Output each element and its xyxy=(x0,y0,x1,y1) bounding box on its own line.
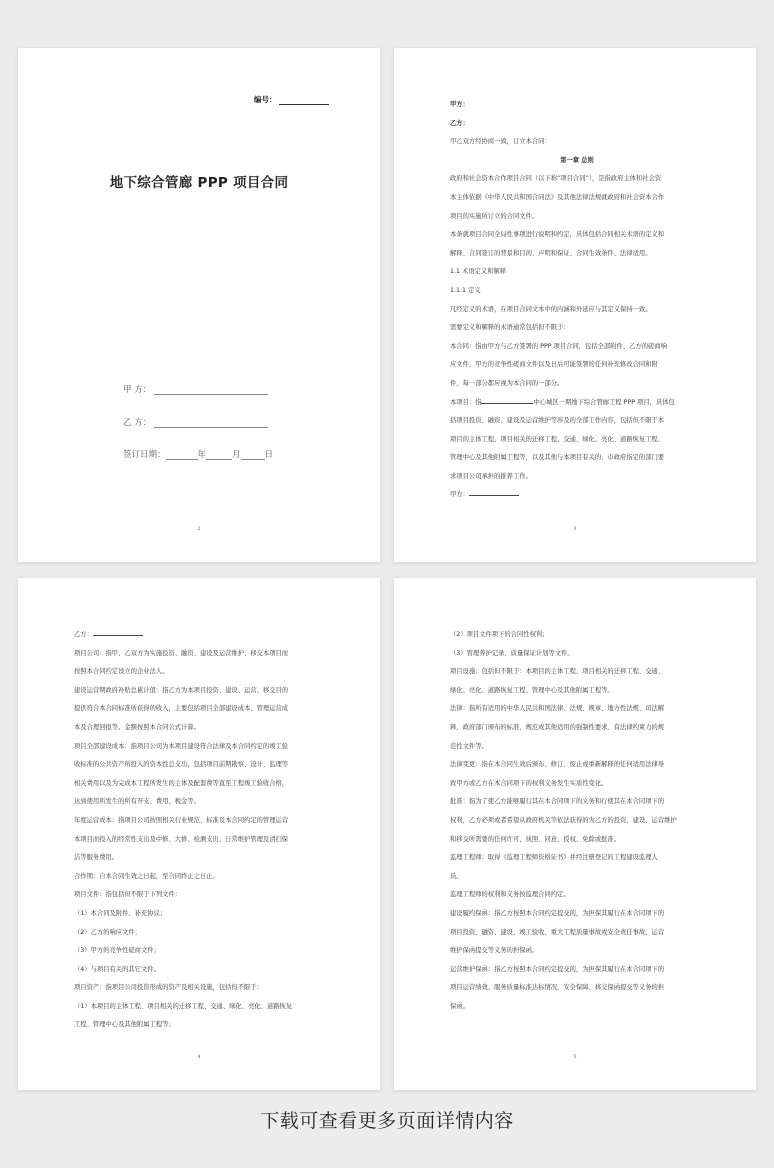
text-line: 工程、管理中心及其他附属工程等； xyxy=(74,1021,175,1029)
text-line: 达到使用所发生的所有开支、费用、税金等。 xyxy=(74,798,200,806)
page-4-body xyxy=(74,626,328,1035)
text-line xyxy=(74,626,328,645)
text-line: 提供符合本合同标准所获得的收入，主要包括项目全部建设成本、管理运营成 xyxy=(74,705,289,713)
page-4 xyxy=(18,578,380,1090)
text-line: 法律变更：指在本合同生效后颁布、修订、废止或重新解释的任何适用法律导 xyxy=(450,761,665,769)
text-line: 范性文件等。 xyxy=(450,742,488,750)
text-line: 建设履约保函：指乙方按照本合同约定提交的，为担保其履行在本合同项下的 xyxy=(450,909,665,917)
text-line: 保函。 xyxy=(450,1002,469,1010)
text-line: （2）乙方的响应文件； xyxy=(74,928,141,936)
text-line: 项目全部建设成本：指项目公司为本项目建设符合法律及本合同约定的竣工验 xyxy=(74,742,289,750)
party-b-row xyxy=(123,416,268,428)
month-label: 月 xyxy=(232,450,241,460)
text-line: 维护保函提交等义务的担保函。 xyxy=(450,947,539,955)
text-line: 本项目而投入的经常性支出及中修、大修、检测支出、日常维护管理及清扫保 xyxy=(74,835,289,843)
text-line: 监理工程师：取得《监理工程师资格证书》并经注册登记的工程建设监理人 xyxy=(450,854,658,862)
party-a-row xyxy=(123,383,268,395)
text-line: （3）管理养护记录、质量保证计划等文件。 xyxy=(450,649,574,657)
text-line: 项目运营绩效、服务质量标准达标情况、安全保障、移交保函提交等义务的担 xyxy=(450,984,665,992)
text-line: 括项目投资、融资、建设及运营维护等涉及的全部工作内容，包括但不限于本 xyxy=(450,417,665,425)
text-line: 解释、合同签订的背景和目的、声明和保证、合同生效条件、法律适用。 xyxy=(450,249,652,257)
text-line: 致甲方或乙方在本合同项下的权利义务发生实质性变化。 xyxy=(450,779,608,787)
year-blank xyxy=(166,450,198,460)
text-line: 本合同：指由甲方与乙方签署的 PPP 项目合同，包括全部附件、乙方的磋商响 xyxy=(450,342,667,350)
page-number: 2 xyxy=(197,526,201,532)
text-line: 求项目公司承担的推养工作。 xyxy=(450,472,532,480)
section-heading: 1.1 术语定义和解释 xyxy=(450,268,507,276)
serial-number xyxy=(254,94,329,105)
text-fragment: 中心城区一期地下综合管廊工程 PPP 项目，具体包 xyxy=(533,398,675,406)
party-b-blank xyxy=(93,628,143,636)
download-more-caption: 下载可查看更多页面详情内容 xyxy=(260,1110,514,1132)
text-line: 和移交所需要的任何许可、执照、同意、授权、免除或批准。 xyxy=(450,835,621,843)
text-line: （1）本合同及附件、补充协议； xyxy=(74,909,167,917)
text-line: 本条就项目合同全局性事项进行说明和约定，具体包括合同相关术语的定义和 xyxy=(450,231,665,239)
subsection-heading: 1.1.1 定义 xyxy=(450,286,481,294)
text-line xyxy=(450,486,704,505)
text-line: 员。 xyxy=(450,872,463,880)
chapter-heading: 第一章 总则 xyxy=(560,156,594,164)
party-a-blank xyxy=(154,385,268,395)
text-line: 洁等服务费用。 xyxy=(74,854,119,862)
day-label: 日 xyxy=(264,450,274,460)
text-line: 项目投资、融资、建设、竣工验收、重大工程质量事故或安全责任事故、运营 xyxy=(450,928,665,936)
text-line: 件，每一部分都应视为本合同的一部分。 xyxy=(450,379,564,387)
text-line: 项目文件：指包括但不限于下列文件： xyxy=(74,891,182,899)
text-line: 凡经定义的术语，在项目合同文本中的内涵和外延应与其定义保持一致。 xyxy=(450,305,652,313)
text-line: 建设运营期政府补贴总累计值：指乙方为本项目投资、建设、运营、移交目的 xyxy=(74,686,289,694)
text-line: 本及合理回报等。金额按照本合同公式计算。 xyxy=(74,723,200,731)
party-a-blank xyxy=(469,488,519,496)
text-fragment: 甲方： xyxy=(450,491,469,499)
page-3-body xyxy=(450,96,704,505)
serial-blank xyxy=(279,97,329,105)
text-line: 合作期：自本合同生效之日起，至合同终止之日止。 xyxy=(74,872,219,880)
text-line: 需要定义和解释的术语通常包括但不限于： xyxy=(450,324,570,332)
text-line: 项目公司：指甲、乙双方为实施投资、融资、建设及运营维护、移交本项目而 xyxy=(74,649,289,657)
page-3 xyxy=(394,48,756,562)
date-label: 签订日期： xyxy=(123,450,166,460)
party-b-label: 乙 方： xyxy=(123,418,152,428)
text-line: 绿化、亮化、道路恢复工程、管理中心及其他附属工程等。 xyxy=(450,686,614,694)
party-b-blank xyxy=(154,418,268,428)
month-blank xyxy=(206,450,232,460)
text-line: 法律：指所有适用的中华人民共和国法律、法规、规章、地方性法规、司法解 xyxy=(450,705,665,713)
page-5-body xyxy=(450,626,704,1016)
text-line: 权利，乙方必须或者希望从政府机关等依法获得的为乙方的投资、建设、运营维护 xyxy=(450,816,677,824)
contract-title: 地下综合管廊 PPP 项目合同 xyxy=(109,175,289,191)
text-line: （2）项目文件项下的合同性权利； xyxy=(450,631,549,638)
text-line: 项目的实施所订立的合同文件。 xyxy=(450,212,539,220)
page-5 xyxy=(394,578,756,1090)
year-label: 年 xyxy=(197,450,207,460)
party-a-line: 甲方： xyxy=(450,101,469,108)
text-line: （4）与项目有关的其它文件。 xyxy=(74,965,160,973)
text-line: 释、政府部门颁布的标准、规范或其他适用的强制性要求、有法律约束力的规 xyxy=(450,723,665,731)
text-fragment: 本项目：指 xyxy=(450,398,482,406)
page-number: 4 xyxy=(197,1054,201,1060)
day-blank xyxy=(241,450,265,460)
text-line: 项目的主体工程、项目相关的迁移工程、交通、绿化、亮化、道路恢复工程、 xyxy=(450,435,665,443)
text-line: 运营维护保函：指乙方按照本合同约定提交的，为担保其履行在本合同项下的 xyxy=(450,965,665,973)
text-line: （3）甲方的竞争性磋商文件； xyxy=(74,947,160,955)
text-line: 管理中心及其他附属工程等，以及其他与本项目有关的、市政府指定的部门要 xyxy=(450,454,665,462)
text-line: 年度运营成本：指项目公司按照相关行业规范、标准及本合同约定的管理运营 xyxy=(74,816,289,824)
text-line: （1）本项目的主体工程、项目相关的迁移工程、交通、绿化、亮化、道路恢复 xyxy=(74,1002,293,1010)
text-line: 项目设施：包括但不限于：本项目的主体工程、项目相关的迁移工程、交通、 xyxy=(450,668,665,676)
party-a-label: 甲 方： xyxy=(123,385,152,395)
text-line: 本主体依据《中华人民共和国合同法》及其他法律法规就政府和社会资本合作 xyxy=(450,193,665,201)
text-line: 收标准的公共资产所投入的资本性总支出，包括项目前期勘察、设计、监理等 xyxy=(74,761,289,769)
text-line: 批准：指为了使乙方能够履行其在本合同项下的义务和行使其在本合同项下的 xyxy=(450,798,665,806)
text-line: 监理工程师的权利和义务按监理合同约定。 xyxy=(450,891,570,899)
sign-date-row xyxy=(123,448,273,460)
text-line: 甲乙双方经协商一致，订立本合同： xyxy=(450,138,551,146)
party-b-line: 乙方： xyxy=(450,119,469,127)
text-line: 按照本合同约定设立的企业法人。 xyxy=(74,668,169,676)
page-number: 3 xyxy=(573,526,577,532)
text-line: 相关费用以及为完成本工程所发生的主体及配套费等直至工程竣工验收合格， xyxy=(74,779,289,787)
project-name-blank xyxy=(481,396,533,404)
page-cover xyxy=(18,48,380,562)
text-line: 政府和社会资本合作项目合同（以下称“项目合同”），是指政府主体和社会资 xyxy=(450,175,662,183)
serial-label: 编号： xyxy=(254,95,277,104)
text-line: 应文件，甲方的竞争性磋商文件以及日后可能签署的任何补充修改合同和附 xyxy=(450,361,658,369)
text-line xyxy=(450,394,704,413)
text-fragment: 乙方： xyxy=(74,631,93,638)
page-number: 5 xyxy=(573,1054,577,1060)
text-line: 项目资产：指项目公司投资形成的资产及相关设施，包括但不限于： xyxy=(74,984,263,992)
